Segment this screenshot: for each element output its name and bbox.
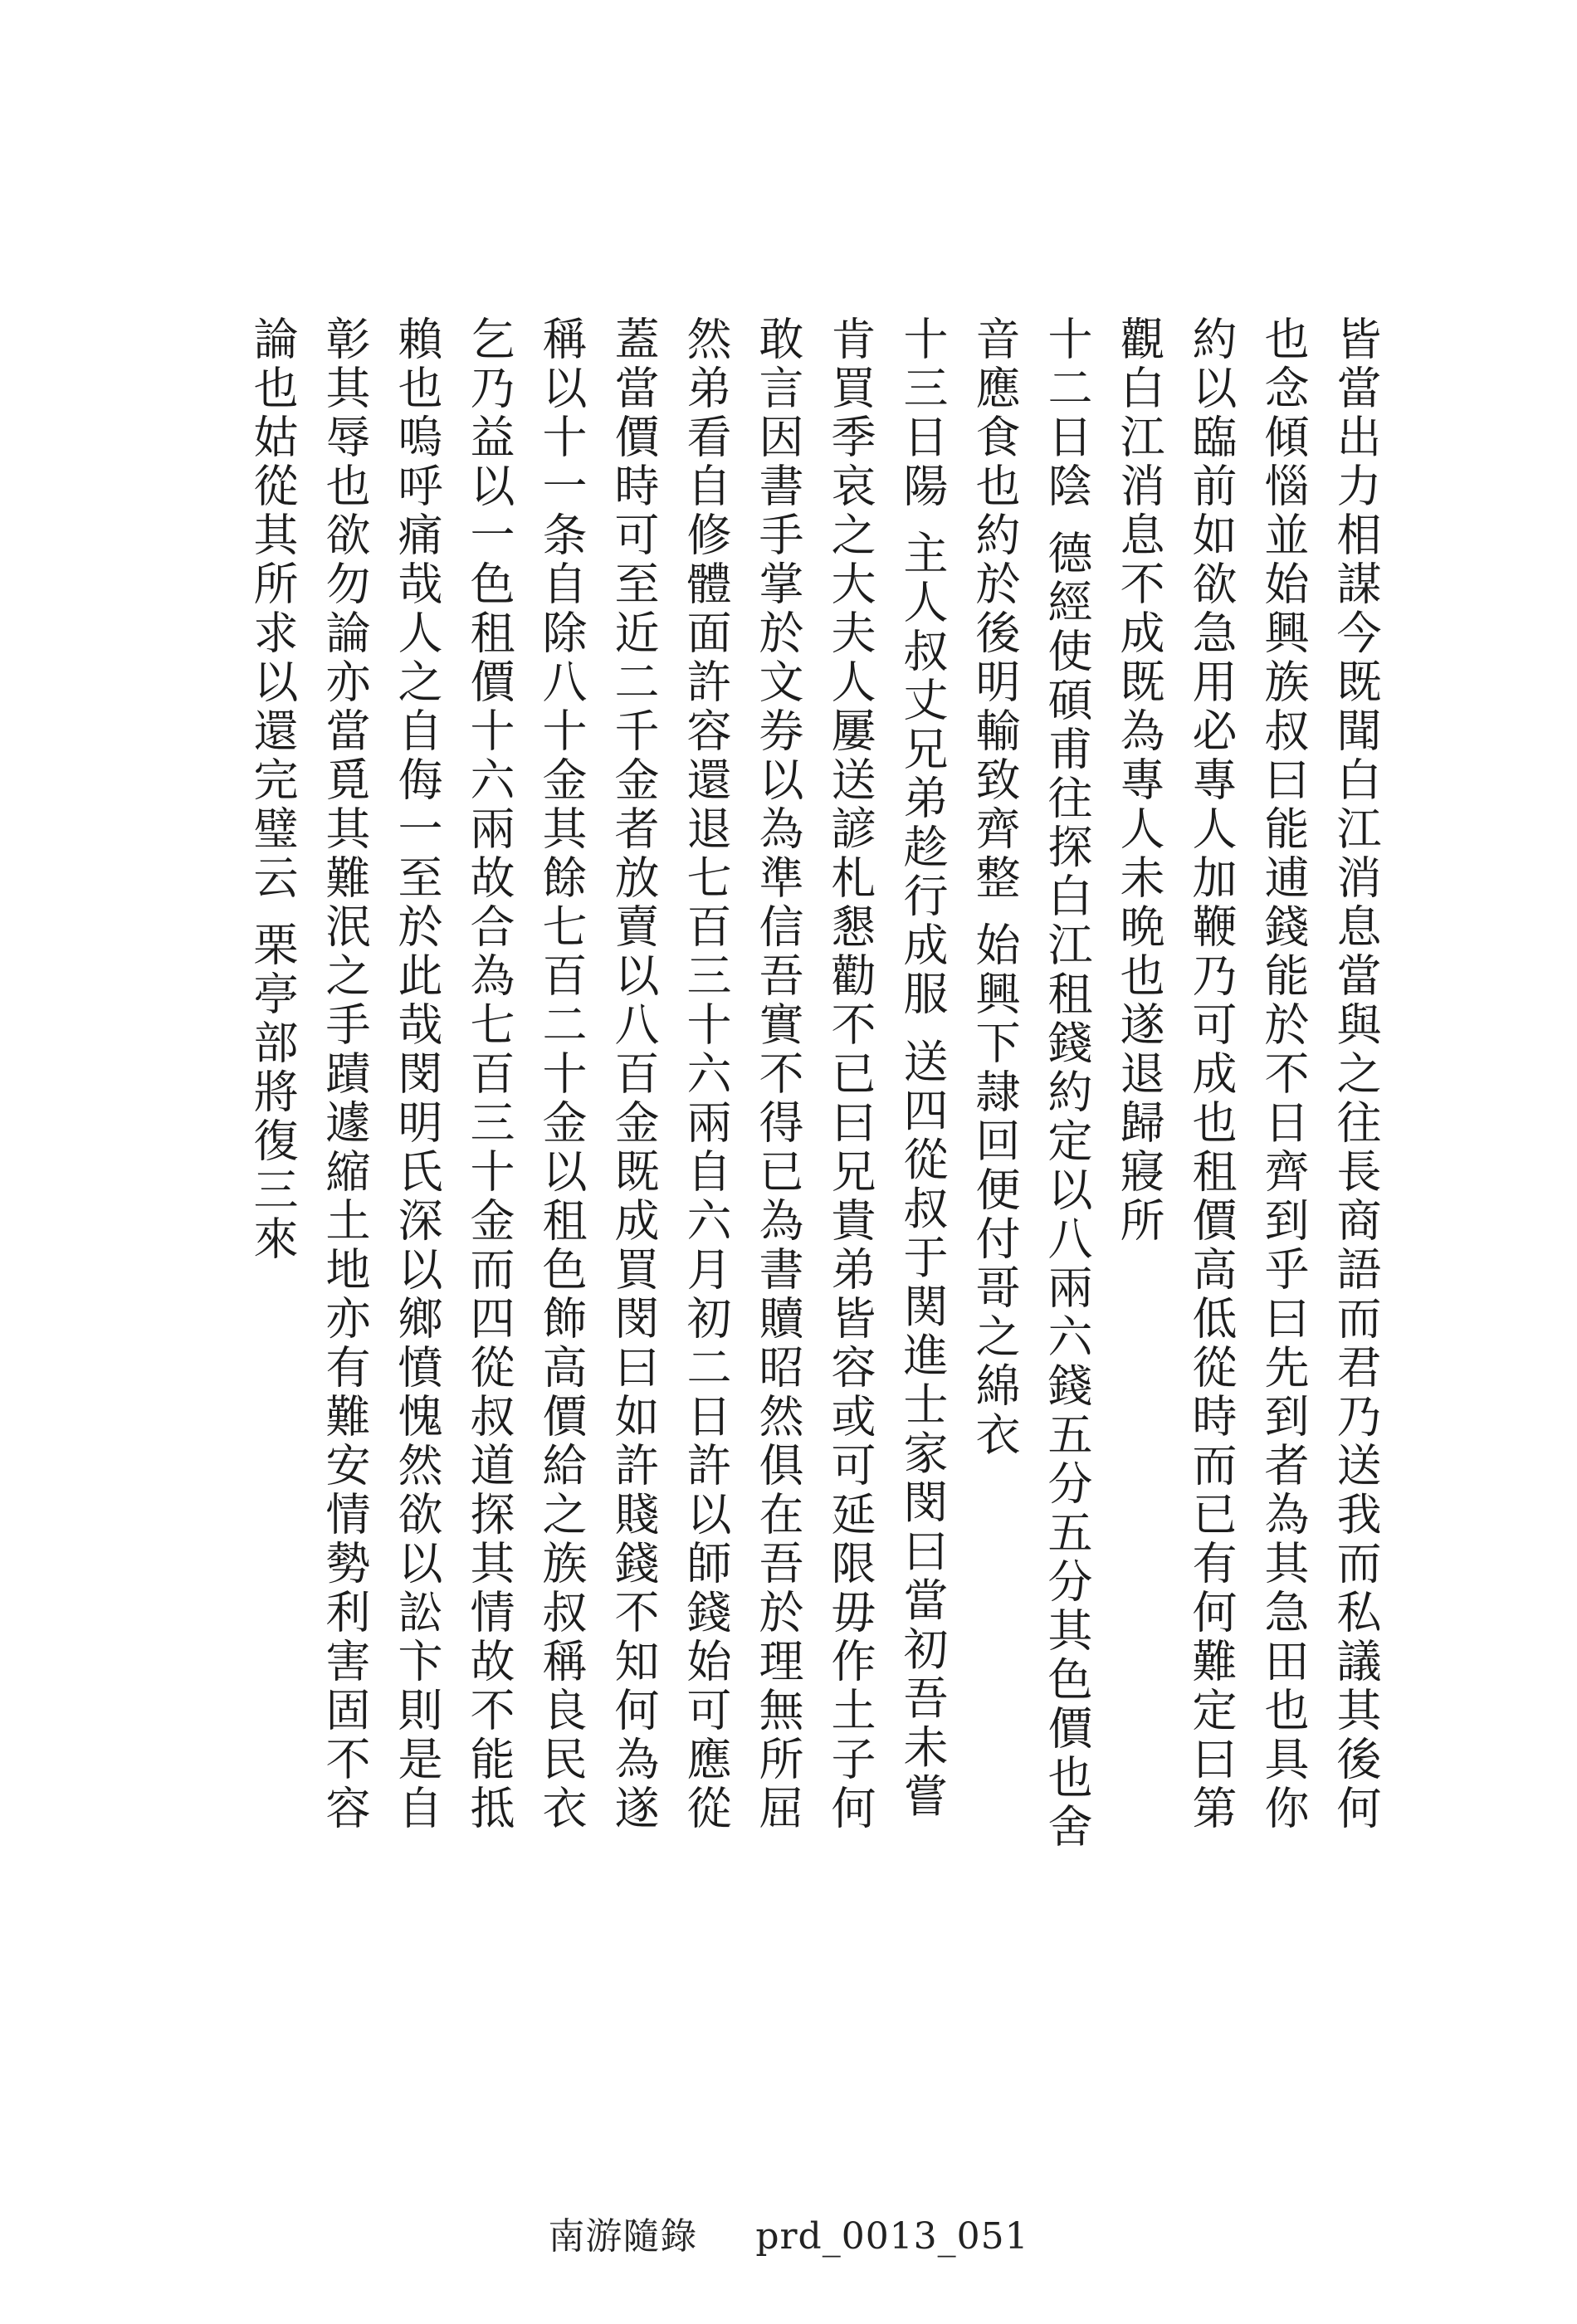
text-column-5: 十二日陰 德經使碩甫往探白江租錢約定以八兩六錢五分五分其色價也舍 xyxy=(1041,315,1093,1853)
text-column-10: 然弟看自修體面許容還退七百三十六兩自六月初二日許以師錢始可應從 xyxy=(680,315,732,1833)
text-column-9: 敢言因書手掌於文券以為準信吾實不得已為書贖昭然俱在吾於理無所屈 xyxy=(752,315,804,1833)
text-column-12: 稱以十一条自除八十金其餘七百二十金以租色飾高價給之族叔稱良民衣 xyxy=(535,315,588,1833)
text-column-2: 也念傾惱並始興族叔曰能逋錢能於不日齊到乎曰先到者為其急田也具你 xyxy=(1257,315,1310,1833)
text-column-11: 蓋當價時可至近二千金者放賣以八百金既成買閔曰如許賤錢不知何為遂 xyxy=(608,315,660,1833)
text-column-8: 肯買季哀之大夫人屢送諺札懇勸不已曰兄貴弟皆容或可延限毋作土子何 xyxy=(824,315,876,1833)
text-column-15: 彰其辱也欲勿論亦當覓其難泯之手蹟遽縮土地亦有難安情勢利害固不容 xyxy=(319,315,371,1833)
manuscript-page xyxy=(224,315,1386,2075)
text-column-16: 論也姑從其所求以還完璧云 栗亭部將復三來 xyxy=(247,315,299,1265)
text-column-7: 十三日陽 主人叔丈兄弟趁行成服 送四從叔于関進士家閔曰當初吾未嘗 xyxy=(896,315,949,1822)
page-footer xyxy=(0,2206,1577,2259)
book-title: 南游隨錄 xyxy=(548,2215,698,2258)
text-column-13: 乞乃益以一色租價十六兩故合為七百三十金而四從叔道探其情故不能抵 xyxy=(463,315,515,1833)
text-column-4: 觀白江消息不成既為專人未晩也遂退歸寢所 xyxy=(1113,315,1165,1246)
text-column-6: 音應食也約於後明輸致齊整 始興下隷回便付哥之綿衣 xyxy=(969,315,1021,1461)
text-column-1: 皆當出力相謀今既聞白江消息當與之往長商語而君乃送我而私議其後何 xyxy=(1330,315,1382,1833)
text-column-3: 約以臨前如欲急用必專人加鞭乃可成也租價高低從時而已有何難定曰第 xyxy=(1185,315,1238,1833)
text-column-14: 賴也嗚呼痛哉人之自侮一至於此哉閔明氏深以鄉憤愧然欲以訟卞則是自 xyxy=(391,315,443,1833)
page-id: prd_0013_051 xyxy=(755,2215,1029,2258)
